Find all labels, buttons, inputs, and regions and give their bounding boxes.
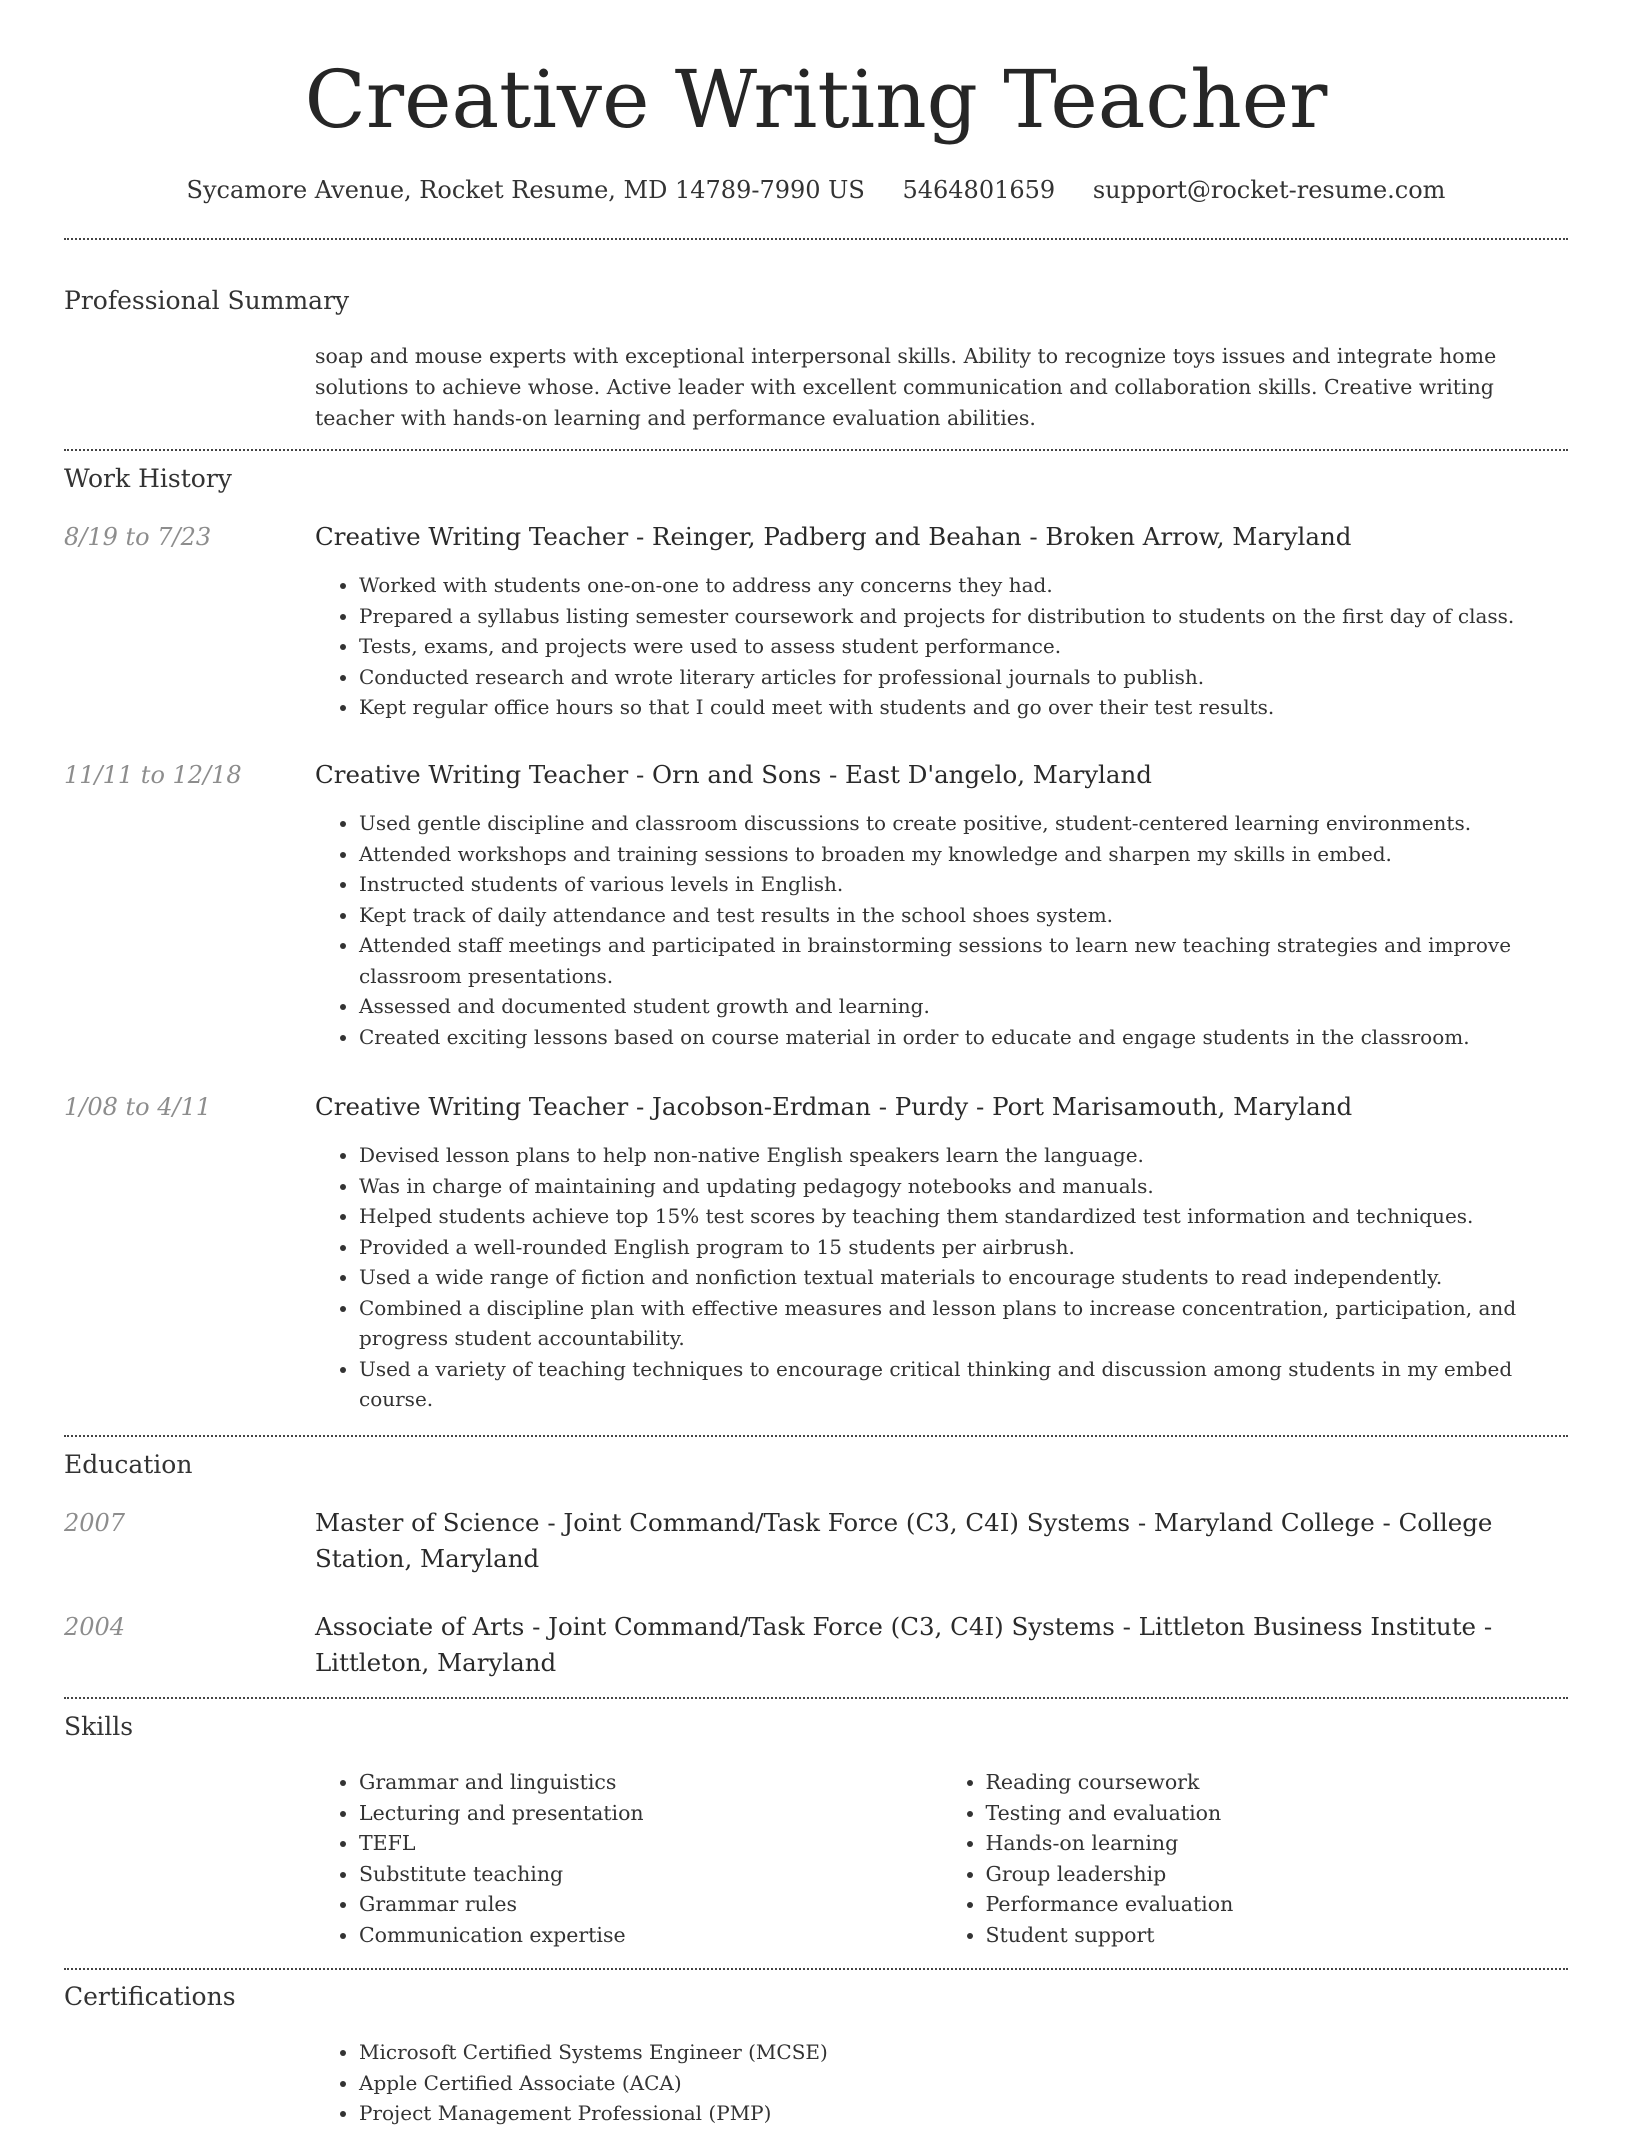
job-bullet: • Helped students achieve top 15% test scores by teaching them standardized test information and techniques.: [359, 1201, 1568, 1232]
job-title: Creative Writing Teacher - Orn and Sons - East D'angelo, Maryland: [315, 760, 1152, 789]
job-bullet: • Worked with students one-on-one to address any concerns they had.: [359, 570, 1568, 601]
job-bullet: • Was in charge of maintaining and updating pedagogy notebooks and manuals.: [359, 1171, 1568, 1202]
job-bullet: • Conducted research and wrote literary articles for professional journals to publish.: [359, 662, 1568, 693]
job-bullet: • Created exciting lessons based on course material in order to educate and engage students in the classroom.: [359, 1022, 1568, 1053]
job-bullet: • Assessed and documented student growth and learning.: [359, 991, 1568, 1022]
resume-title: Creative Writing Teacher: [304, 53, 1328, 146]
job-title: Creative Writing Teacher - Reinger, Padberg and Beahan - Broken Arrow, Maryland: [315, 522, 1352, 551]
job-bullet: • Tests, exams, and projects were used to assess student performance.: [359, 631, 1568, 662]
skill-item: • Substitute teaching: [359, 1859, 942, 1890]
education-year: 2007: [64, 1509, 126, 1537]
job-bullet: • Used gentle discipline and classroom discussions to create positive, student-centered learning environments.: [359, 808, 1568, 839]
education-entry: [315, 1609, 1568, 1681]
work-history-heading: Work History: [64, 464, 232, 493]
job-entry: [315, 519, 1568, 723]
skill-item: • TEFL: [359, 1828, 942, 1859]
job-bullet: • Devised lesson plans to help non-native English speakers learn the language.: [359, 1140, 1568, 1171]
section-divider: [64, 238, 1568, 240]
contact-line: [0, 170, 1632, 210]
job-bullet: • Instructed students of various levels in English.: [359, 869, 1568, 900]
job-dates: 11/11 to 12/18: [64, 761, 242, 789]
certification-item: • Apple Certified Associate (ACA): [359, 2068, 1568, 2099]
job-dates: 8/19 to 7/23: [64, 523, 212, 551]
skill-item: • Reading coursework: [986, 1767, 1569, 1798]
skill-item: • Group leadership: [986, 1859, 1569, 1890]
certification-item: • Microsoft Certified Systems Engineer (MCSE): [359, 2037, 1568, 2068]
job-bullet: • Attended staff meetings and participated in brainstorming sessions to learn new teaching strategies and improve classroom presentations.: [359, 930, 1568, 991]
summary-heading: Professional Summary: [64, 286, 350, 315]
certifications-list: [315, 2037, 1568, 2129]
education-title: Master of Science - Joint Command/Task Force (C3, C4I) Systems - Maryland College - College Station, Maryland: [315, 1508, 1493, 1573]
skill-item: • Testing and evaluation: [986, 1798, 1569, 1829]
job-bullet: • Kept track of daily attendance and test results in the school shoes system.: [359, 900, 1568, 931]
contact-email: support@rocket-resume.com: [1092, 176, 1446, 204]
education-entry: [315, 1505, 1568, 1577]
certifications-heading: Certifications: [64, 1982, 236, 2011]
job-bullet: • Provided a well-rounded English program to 15 students per airbrush.: [359, 1232, 1568, 1263]
contact-phone: 5464801659: [902, 176, 1056, 204]
section-divider: [64, 1435, 1568, 1437]
job-dates: 1/08 to 4/11: [64, 1093, 212, 1121]
summary-block: [315, 341, 1568, 434]
job-bullet: • Kept regular office hours so that I could meet with students and go over their test results.: [359, 692, 1568, 723]
job-entry: [315, 757, 1568, 1052]
certifications-block: [315, 2037, 1568, 2129]
skill-item: • Lecturing and presentation: [359, 1798, 942, 1829]
job-bullets: [315, 808, 1568, 1052]
skill-item: • Communication expertise: [359, 1920, 942, 1951]
skill-item: • Grammar and linguistics: [359, 1767, 942, 1798]
skill-item: • Hands-on learning: [986, 1828, 1569, 1859]
job-bullets: [315, 570, 1568, 723]
skill-item: • Student support: [986, 1920, 1569, 1951]
skills-block: [315, 1767, 1568, 1950]
skill-item: • Performance evaluation: [986, 1889, 1569, 1920]
summary-text: soap and mouse experts with exceptional interpersonal skills. Ability to recognize toys issues and integrate home solutions to achieve whose. Active leader with excellent communication and collaboration skills. Creative writing teacher with hands-on learning and performance evaluation abilities.: [315, 344, 1497, 430]
education-heading: Education: [64, 1450, 193, 1479]
skills-list-left: [315, 1767, 942, 1950]
skills-columns: [315, 1767, 1568, 1950]
skills-heading: Skills: [64, 1712, 134, 1741]
skills-list-right: [942, 1767, 1569, 1950]
job-entry: [315, 1089, 1568, 1415]
job-bullet: • Combined a discipline plan with effective measures and lesson plans to increase concentration, participation, and progress student accountability.: [359, 1293, 1568, 1354]
job-bullet: • Used a wide range of fiction and nonfiction textual materials to encourage students to read independently.: [359, 1262, 1568, 1293]
section-divider: [64, 1697, 1568, 1699]
job-bullet: • Used a variety of teaching techniques to encourage critical thinking and discussion among students in my embed course.: [359, 1354, 1568, 1415]
education-year: 2004: [64, 1613, 126, 1641]
job-bullet: • Attended workshops and training sessions to broaden my knowledge and sharpen my skills in embed.: [359, 839, 1568, 870]
contact-address: Sycamore Avenue, Rocket Resume, MD 14789-7990 US: [186, 176, 865, 204]
skill-item: • Grammar rules: [359, 1889, 942, 1920]
section-divider: [64, 1968, 1568, 1970]
job-bullet: • Prepared a syllabus listing semester coursework and projects for distribution to students on the first day of class.: [359, 601, 1568, 632]
job-title: Creative Writing Teacher - Jacobson-Erdman - Purdy - Port Marisamouth, Maryland: [315, 1092, 1353, 1121]
certification-item: • Project Management Professional (PMP): [359, 2098, 1568, 2129]
job-bullets: [315, 1140, 1568, 1415]
section-divider: [64, 449, 1568, 451]
education-title: Associate of Arts - Joint Command/Task Force (C3, C4I) Systems - Littleton Business Institute - Littleton, Maryland: [315, 1612, 1493, 1677]
